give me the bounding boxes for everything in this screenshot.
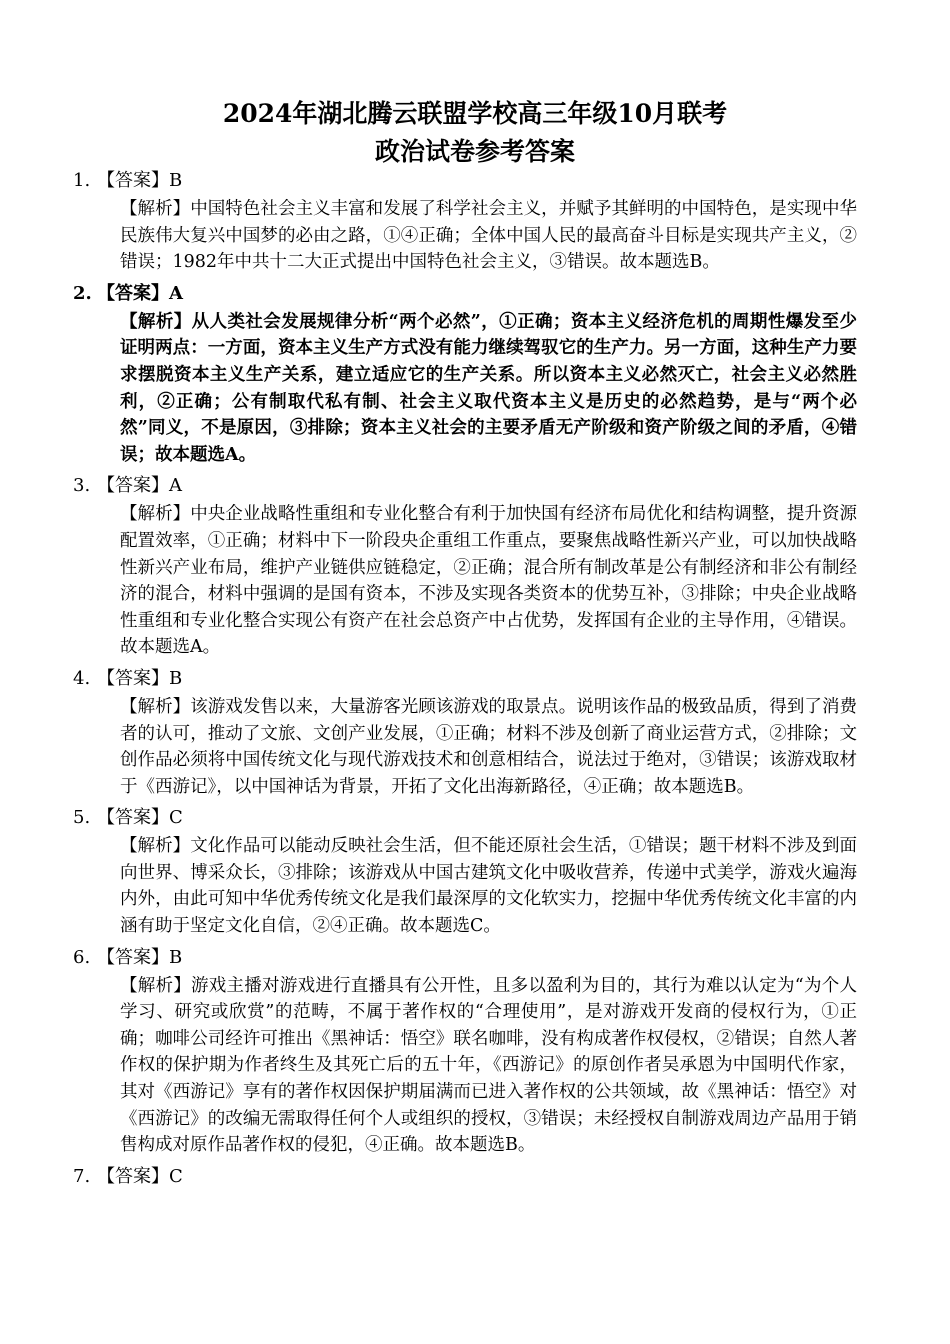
explanation-text: 【解析】从人类社会发展规律分析“两个必然”，①正确；资本主义经济危机的周期性爆发至少证明两点：一方面，资本主义生产方式没有能力继续驾驭它的生产力。另一方面，这种生产力要求摆脱资本主义生产关系，建立适应它的生产关系。所以资本主义必然灭亡，社会主义必然胜利，②正确；公有制取代私有制、社会主义取代资本主义是历史的必然趋势，是与“两个必然”同义，不是原因，③排除；资本主义社会的主要矛盾无产阶级和资产阶级之间的矛盾，④错误；故本题选A。 (120, 311, 857, 465)
answer-item-6 (73, 945, 863, 1159)
explanation-text: 【解析】文化作品可以能动反映社会生活，但不能还原社会生活，①错误；题干材料不涉及到面向世界、博采众长，③排除；该游戏从中国古建筑文化中吸收营养，传递中式美学，游戏火遍海内外，由此可知中华优秀传统文化是我们最深厚的文化软实力，挖掘中华优秀传统文化丰富的内涵有助于坚定文化自信，②④正确。故本题选C。 (120, 836, 857, 937)
answer-line (73, 281, 863, 307)
answer-choice: C (169, 1165, 183, 1187)
answer-tag: 【答案】 (97, 475, 169, 497)
answer-choice: A (169, 475, 182, 497)
answer-line (73, 168, 863, 194)
answer-tag: 【答案】 (97, 946, 169, 968)
question-number: 2. (73, 282, 92, 304)
answer-tag: 【答案】 (97, 667, 169, 689)
answer-item-4 (73, 666, 863, 800)
answer-line (73, 666, 863, 692)
explanation-text: 【解析】该游戏发售以来，大量游客光顾该游戏的取景点。说明该作品的极致品质，得到了消费者的认可，推动了文旅、文创产业发展，①正确；材料不涉及创新了商业运营方式，②排除；文创作品必须将中国传统文化与现代游戏技术和创意相结合，说法过于绝对，③错误；该游戏取材于《西游记》，以中国神话为背景，开拓了文化出海新路径，④正确；故本题选B。 (120, 696, 857, 797)
explanation-text: 【解析】游戏主播对游戏进行直播具有公开性，且多以盈利为目的，其行为难以认定为“为个人学习、研究或欣赏”的范畴，不属于著作权的“合理使用”，是对游戏开发商的侵权行为，①正确；咖啡公司经许可推出《黑神话：悟空》联名咖啡，没有构成著作权侵权，②错误；自然人著作权的保护期为作者终生及其死亡后的五十年，《西游记》的原创作者吴承恩为中国明代作家，其对《西游记》享有的著作权因保护期届满而已进入著作权的公共领域，故《黑神话：悟空》对《西游记》的改编无需取得任何个人或组织的授权，③错误；未经授权自制游戏周边产品用于销售构成对原作品著作权的侵犯，④正确。故本题选B。 (120, 975, 857, 1156)
answer-list (73, 168, 863, 1192)
explanation-text: 【解析】中央企业战略性重组和专业化整合有利于加快国有经济布局优化和结构调整，提升资源配置效率，①正确；材料中下一阶段央企重组工作重点，要聚焦战略性新兴产业，可以加快战略性新兴产业布局，维护产业链供应链稳定，②正确；混合所有制改革是公有制经济和非公有制经济的混合，材料中强调的是国有资本，不涉及实现各类资本的优势互补，③排除；中央企业战略性重组和专业化整合实现公有资产在社会总资产中占优势，发挥国有企业的主导作用，④错误。故本题选A。 (120, 504, 857, 658)
answer-line (73, 473, 863, 499)
answer-choice: C (169, 807, 183, 829)
answer-choice: B (169, 667, 183, 689)
explanation-text: 【解析】中国特色社会主义丰富和发展了科学社会主义，并赋予其鲜明的中国特色，是实现中华民族伟大复兴中国梦的必由之路，①④正确；全体中国人民的最高奋斗目标是实现共产主义，②错误；1982年中共十二大正式提出中国特色社会主义，③错误。故本题选B。 (120, 199, 857, 273)
question-number: 6. (73, 946, 91, 968)
question-number: 7. (73, 1165, 91, 1187)
answer-tag: 【答案】 (97, 282, 169, 304)
answer-line (73, 945, 863, 971)
question-number: 4. (73, 667, 91, 689)
answer-choice: B (169, 170, 183, 191)
answer-item-7 (73, 1164, 863, 1190)
answer-item-5 (73, 805, 863, 939)
answer-tag: 【答案】 (97, 1165, 169, 1187)
answer-choice: A (169, 282, 183, 304)
document-title: 2024年湖北腾云联盟学校高三年级10月联考 (222, 99, 728, 128)
document-subtitle: 政治试卷参考答案 (374, 137, 575, 166)
question-number: 1. (73, 170, 91, 191)
answer-line (73, 1164, 863, 1190)
answer-item-2 (73, 281, 863, 469)
answer-tag: 【答案】 (97, 170, 169, 191)
answer-line (73, 805, 863, 831)
answer-choice: B (169, 946, 183, 968)
question-number: 5. (73, 807, 91, 829)
answer-item-3 (73, 473, 863, 661)
answer-item-1 (73, 168, 863, 276)
answer-tag: 【答案】 (97, 807, 169, 829)
question-number: 3. (73, 475, 91, 497)
